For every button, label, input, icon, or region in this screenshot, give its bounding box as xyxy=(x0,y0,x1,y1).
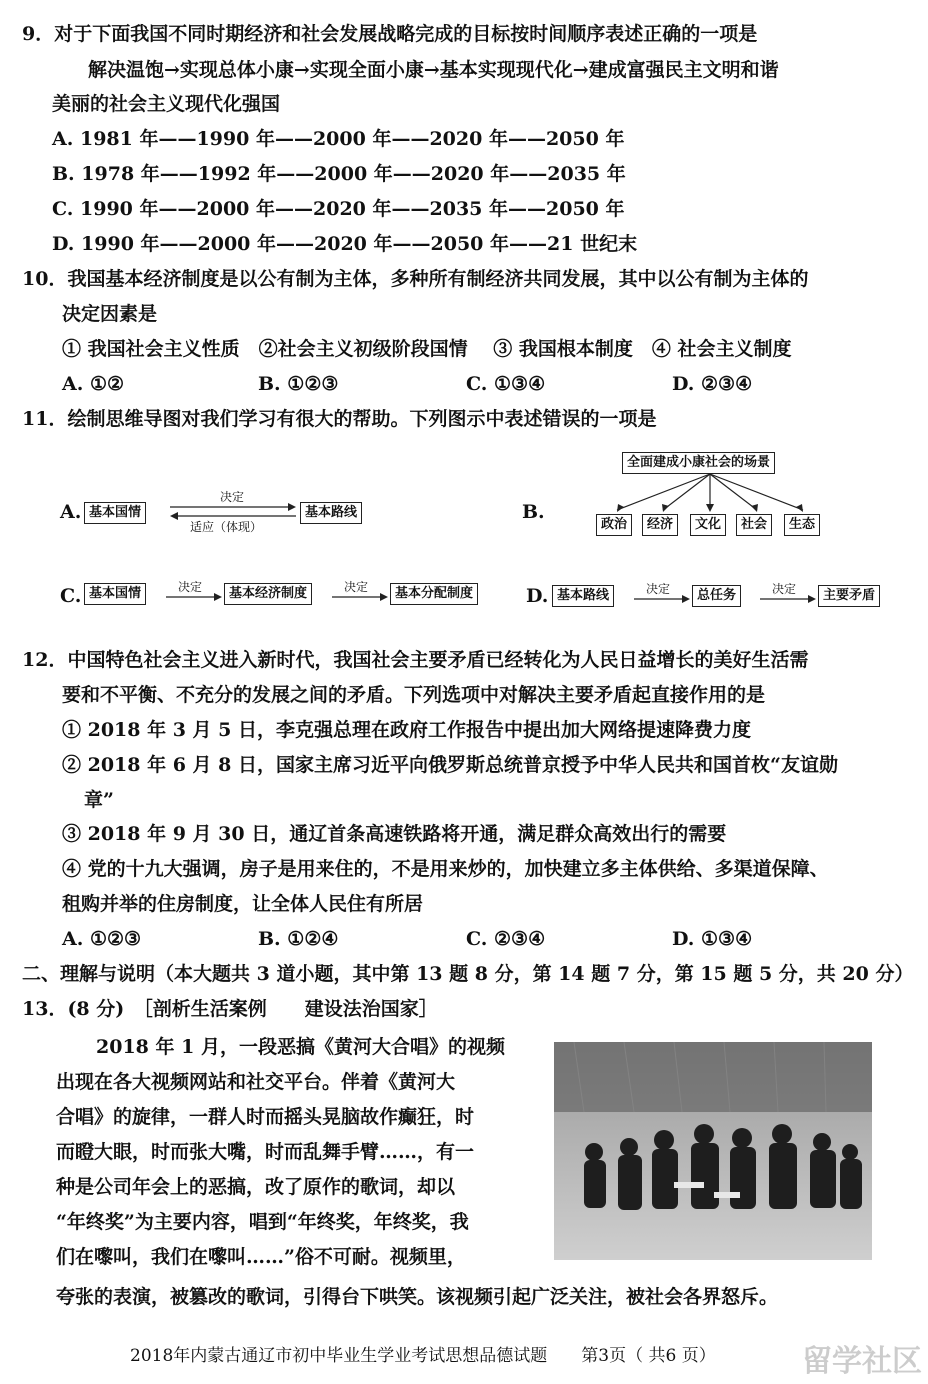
q9-option-a: A. 1981 年——1990 年——2000 年——2020 年——2050 年 xyxy=(52,128,625,150)
q13-para-line-1: 2018 年 1 月，一段恶搞《黄河大合唱》的视频 xyxy=(96,1036,505,1058)
q13-para-line-2: 出现在各大视频网站和社交平台。伴着《黄河大 xyxy=(56,1071,456,1093)
q11-c-arrow-label-1: 决定 xyxy=(178,580,203,594)
q11-b-leaf-2: 经济 xyxy=(642,514,678,536)
q12-option-a: A. ①②③ xyxy=(62,928,142,950)
q9-option-d: D. 1990 年——2000 年——2020 年——2050 年——21 世纪末 xyxy=(52,233,638,255)
q11-b-leaf-5: 生态 xyxy=(784,514,820,536)
q11-d-box-2: 总任务 xyxy=(692,585,741,607)
q9-line2: 解决温饱→实现总体小康→实现全面小康→基本实现现代化→建成富强民主文明和谐 xyxy=(88,59,779,81)
q10-line2: 决定因素是 xyxy=(62,303,158,325)
q11-d-arrow-2 xyxy=(760,594,818,604)
q9-stem: 9．对于下面我国不同时期经济和社会发展战略完成的目标按时间顺序表述正确的一项是 xyxy=(22,23,758,45)
q11-c-arrow-1 xyxy=(166,592,224,602)
q12-item-4a: ④ 党的十九大强调，房子是用来住的，不是用来炒的，加快建立多主体供给、多渠道保障、 xyxy=(62,858,829,880)
q12-line2: 要和不平衡、不充分的发展之间的矛盾。下列选项中对解决主要矛盾起直接作用的是 xyxy=(62,684,766,706)
q11-d-letter: D. xyxy=(526,585,549,607)
q11-b-leaf-4: 社会 xyxy=(736,514,772,536)
q9-option-b: B. 1978 年——1992 年——2000 年——2020 年——2035 年 xyxy=(52,163,626,185)
q11-d-arrow-1 xyxy=(634,594,692,604)
q11-c-letter: C. xyxy=(60,585,82,607)
q13-para-line-4: 而瞪大眼，时而张大嘴，时而乱舞手臂……，有一 xyxy=(56,1141,475,1163)
q11-d-box-1: 基本路线 xyxy=(552,585,614,607)
q11-b-tree-arrows xyxy=(590,474,830,514)
q11-b-leaf-1: 政治 xyxy=(596,514,632,536)
q11-c-arrow-2 xyxy=(332,592,390,602)
page-footer: 2018年内蒙古通辽市初中毕业生学业考试思想品德试题 第3页（ 共6 页） xyxy=(130,1346,716,1366)
q13-para-line-8: 夸张的表演，被篡改的歌词，引得台下哄笑。该视频引起广泛关注，被社会各界怒斥。 xyxy=(56,1286,779,1308)
q12-item-3: ③ 2018 年 9 月 30 日，通辽首条高速铁路将开通，满足群众高效出行的需要 xyxy=(62,823,727,845)
q12-item-2a: ② 2018 年 6 月 8 日，国家主席习近平向俄罗斯总统普京授予中华人民共和国首枚“友谊勋 xyxy=(62,754,838,776)
q12-item-1: ① 2018 年 3 月 5 日，李克强总理在政府工作报告中提出加大网络提速降费力度 xyxy=(62,719,752,741)
q9-line3: 美丽的社会主义现代化强国 xyxy=(52,93,281,115)
q11-c-box-3: 基本分配制度 xyxy=(390,583,478,605)
q9-option-c: C. 1990 年——2000 年——2020 年——2035 年——2050 年 xyxy=(52,198,625,220)
q10-items: ① 我国社会主义性质 ②社会主义初级阶段国情 ③ 我国根本制度 ④ 社会主义制度 xyxy=(62,338,792,360)
q11-a-arrows xyxy=(168,500,298,524)
q13-para-line-5: 种是公司年会上的恶搞，改了原作的歌词，却以 xyxy=(56,1176,456,1198)
q10-stem: 10．我国基本经济制度是以公有制为主体，多种所有制经济共同发展，其中以公有制为主体的 xyxy=(22,268,809,290)
q11-a-letter: A. xyxy=(60,501,82,523)
q12-option-b: B. ①②④ xyxy=(258,928,339,950)
q11-b-letter: B. xyxy=(522,501,545,523)
q12-option-c: C. ②③④ xyxy=(466,928,546,950)
q10-option-b: B. ①②③ xyxy=(258,373,339,395)
q12-item-2b: 章” xyxy=(84,789,114,811)
q10-option-d: D. ②③④ xyxy=(672,373,753,395)
q13-photo xyxy=(554,1042,872,1260)
q11-b-root: 全面建成小康社会的场景 xyxy=(622,452,775,474)
q11-d-arrow-label-2: 决定 xyxy=(772,582,797,596)
q11-a-box-left: 基本国情 xyxy=(84,502,146,524)
q11-d-arrow-label-1: 决定 xyxy=(646,582,671,596)
watermark: 留学社区 xyxy=(802,1344,922,1379)
q12-stem: 12．中国特色社会主义进入新时代，我国社会主要矛盾已经转化为人民日益增长的美好生活需 xyxy=(22,649,809,671)
q13-para-line-6: “年终奖”为主要内容，唱到“年终奖，年终奖，我 xyxy=(56,1211,469,1233)
q11-c-box-1: 基本国情 xyxy=(84,583,146,605)
q11-a-box-right: 基本路线 xyxy=(300,502,362,524)
q11-a-label-bottom: 适应（体现） xyxy=(190,520,263,534)
q13-para-line-7: 们在嚟叫，我们在嚟叫……”俗不可耐。视频里， xyxy=(56,1246,466,1268)
q11-c-arrow-label-2: 决定 xyxy=(344,580,369,594)
q13-para-line-3: 合唱》的旋律，一群人时而摇头晃脑故作癫狂，时 xyxy=(56,1106,475,1128)
q10-option-c: C. ①③④ xyxy=(466,373,546,395)
q11-d-box-3: 主要矛盾 xyxy=(818,585,880,607)
q11-b-leaf-3: 文化 xyxy=(690,514,726,536)
q11-c-box-2: 基本经济制度 xyxy=(224,583,312,605)
q11-a-label-top: 决定 xyxy=(220,490,245,504)
q10-option-a: A. ①② xyxy=(62,373,125,395)
section-2-heading: 二、理解与说明（本大题共 3 道小题，其中第 13 题 8 分，第 14 题 7 分，第 15 题 5 分，共 20 分） xyxy=(22,963,914,985)
q12-item-4b: 租购并举的住房制度，让全体人民住有所居 xyxy=(62,893,424,915)
q13-heading: 13．(8 分) ［剖析生活案例 建设法治国家］ xyxy=(22,998,438,1020)
q12-option-d: D. ①③④ xyxy=(672,928,753,950)
q11-stem: 11．绘制思维导图对我们学习有很大的帮助。下列图示中表述错误的一项是 xyxy=(22,408,657,430)
